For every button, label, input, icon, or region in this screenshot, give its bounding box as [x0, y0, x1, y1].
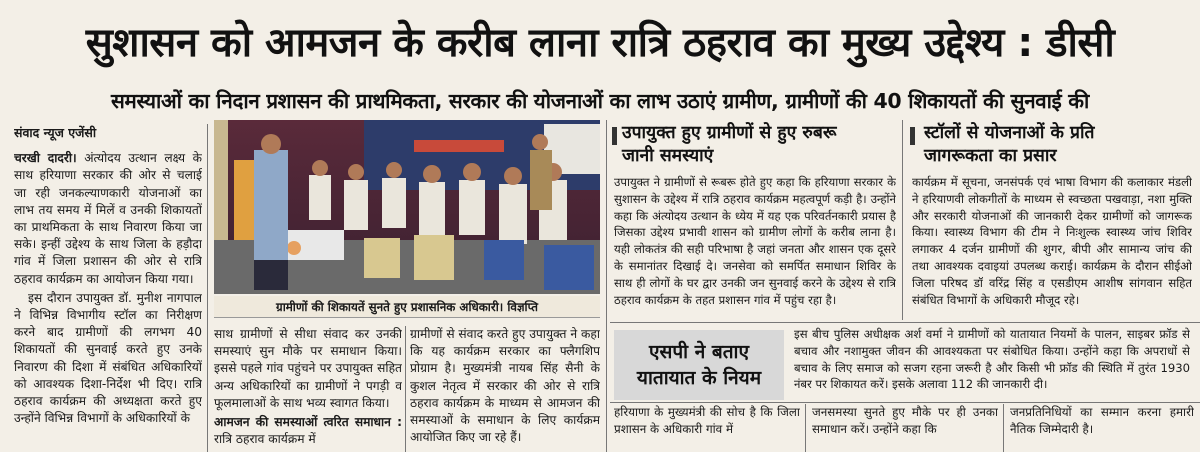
section2-heading-line2: जागरूकता का प्रसार — [924, 146, 1057, 166]
news-photo — [214, 120, 600, 320]
section1-heading — [622, 122, 902, 168]
bottom-column-3: जनप्रतिनिधियों का सम्मान करना हमारी नैतिक जिम्मेदारी है। — [1010, 405, 1194, 436]
article-column-1 — [14, 124, 202, 452]
section-divider — [610, 322, 1200, 323]
column-divider — [405, 326, 406, 452]
photo-image — [214, 120, 600, 294]
column2-para2 — [214, 414, 402, 448]
column-divider — [1003, 404, 1004, 452]
photo-credit: विज्ञप्ति — [507, 299, 538, 314]
column-divider — [805, 404, 806, 452]
column3-para1: ग्रामीणों से संवाद करते हुए उपायुक्त ने कहा कि यह कार्यक्रम सरकार का फ्लैगशिप प्रोग्राम है। मुख्यमंत्री नायब सिंह सैनी के कुशल नेतृत्व में सरकार की ओर से रात्रि ठहराव कार्यक्रम के माध्यम से आमजन की समस्याओं के समाधान के लिए कार्यक्रम आयोजित किए जा रहे हैं। — [410, 327, 600, 445]
photo-caption — [214, 296, 600, 318]
column2-subhead: आमजन की समस्याओं त्वरित समाधान : — [214, 415, 402, 430]
column1-para1-text: अंत्योदय उत्थान लक्ष्य के साथ हरियाणा सरकार की ओर से चलाई जा रही जनकल्याणकारी योजनाओं का लाभ तय समय में मिलें व उनकी शिकायतों का प्राथमिकता के साथ निवारण किया जा सके। इन्हीं उद्देश्य के साथ जिला के हड़ौदा गांव में जिला प्रशासन की ओर से रात्रि ठहराव कार्यक्रम का आयोजन किया गया। — [14, 151, 202, 286]
section2-heading-line1: स्टॉलों से योजनाओं के प्रति — [924, 123, 1095, 143]
sp-highlight-box — [614, 330, 784, 400]
article-column-2 — [214, 326, 402, 452]
byline: संवाद न्यूज एजेंसी — [14, 125, 97, 140]
section1-body: उपायुक्त ने ग्रामीणों से रूबरू होते हुए कहा कि हरियाणा सरकार के सुशासन के उद्देश्य में रात्रि ठहराव कार्यक्रम महत्वपूर्ण कड़ी है। उन्होंने कहा कि अंत्योदय उत्थान के ध्येय में यह एक परिवर्तनकारी प्रयास है जिसका उद्देश्य प्रभावी शासन को ग्रामीण लोगों के करीब लाना है। यही लोकतंत्र की सही परिभाषा है जहां जनता और शासन एक दूसरे के समानांतर दिखाई दे। जनसेवा को समर्पित समाधान शिविर के साथ ही लोगों के घर द्वार उनकी जन सुनवाई करने के उद्देश्य से रात्रि ठहराव कार्यक्रम के तहत प्रशासन गांव में पहुंच रहा है। — [614, 175, 896, 307]
headline: सुशासन को आमजन के करीब लाना रात्रि ठहराव का मुख्य उद्देश्य : डीसी — [85, 19, 1115, 66]
bottom-column-2: जनसमस्या सुनते हुए मौके पर ही उनका समाधान करें। उन्होंने कहा कि — [812, 405, 998, 436]
bottom-column-1: हरियाणा के मुख्यमंत्री की सोच है कि जिला प्रशासन के अधिकारी गांव में — [614, 405, 800, 436]
column2-para2-text: रात्रि ठहराव कार्यक्रम में — [214, 432, 316, 447]
column-divider — [902, 120, 903, 320]
dateline: चरखी दादरी। — [14, 151, 77, 166]
article-column-3 — [410, 326, 600, 452]
section-marker — [612, 127, 617, 145]
section2-heading — [924, 122, 1194, 168]
sp-box-line1: एसपी ने बताए — [649, 341, 749, 363]
meeting-photo-illustration — [214, 120, 600, 294]
column2-para1: साथ ग्रामीणों से सीधा संवाद कर उनकी समस्याएं सुन मौके पर समाधान किया। इससे पहले गांव पहुंचने पर उपायुक्त सहित अन्य अधिकारियों का ग्रामीणों ने पगड़ी व फूलमालाओं के साथ भव्य स्वागत किया। — [214, 327, 402, 410]
column1-para1 — [14, 150, 202, 288]
photo-caption-text: ग्रामीणों की शिकायतें सुनते हुए प्रशासनिक अधिकारी। — [276, 299, 504, 314]
section2-body: कार्यक्रम में सूचना, जनसंपर्क एवं भाषा विभाग की कलाकार मंडली ने हरियाणवी लोकगीतों के माध्यम से स्वच्छता पखवाड़ा, नशा मुक्ति और सरकारी योजनाओं की जानकारी देकर ग्रामीणों को जागरूक किया। स्वास्थ्य विभाग की टीम ने निःशुल्क स्वास्थ्य जांच शिविर लगाकर 4 दर्जन ग्रामीणों की शुगर, बीपी और सामान्य जांच की तथा आवश्यक दवाइयां उपलब्ध कराई। कार्यक्रम के दौरान सीईओ जिला परिषद डॉ वरिंद्र सिंह व एसडीएम आशीष सांगवान सहित संबंधित विभागों के अधिकारी मौजूद रहे। — [912, 175, 1192, 307]
section-divider — [610, 402, 1200, 403]
section1-heading-line2: जानी समस्याएं — [622, 146, 714, 166]
sp-body: इस बीच पुलिस अधीक्षक अर्श वर्मा ने ग्रामीणों को यातायात नियमों के पालन, साइबर फ्रॉड से बचाव और नशामुक्त जीवन की आवश्यकता पर संबोधित किया। उन्होंने कहा कि अपराधों से बचाव के लिए समाज को सजग रहना जरूरी है और किसी भी फ्रॉड की स्थिति में तुरंत 1930 नंबर पर शिकायत करें। इसके अलावा 112 की जानकारी दी। — [794, 327, 1190, 392]
column1-para2: इस दौरान उपायुक्त डॉ. मुनीश नागपाल ने विभिन्न विभागीय स्टॉल का निरीक्षण करने बाद ग्रामीणों की लगभग 40 शिकायतों की सुनवाई करते हुए उनके निवारण की दिशा में संबंधित अधिकारियों को आवश्यक दिशा-निर्देश भी दिए। रात्रि ठहराव कार्यक्रम की अध्यक्षता करते हुए उन्होंने विभिन्न विभागों के अधिकारियों के — [14, 290, 202, 426]
sp-box-line2: यातायात के नियम — [636, 367, 762, 389]
column-divider — [606, 120, 607, 452]
column-divider — [207, 124, 208, 452]
subheadline: समस्याओं का निदान प्रशासन की प्राथमिकता, सरकार की योजनाओं का लाभ उठाएं ग्रामीण, ग्रामीणों की 40 शिकायतों की सुनवाई की — [110, 89, 1090, 113]
section1-heading-line1: उपायुक्त हुए ग्रामीणों से हुए रुबरू — [622, 123, 837, 143]
section-marker — [910, 127, 915, 145]
